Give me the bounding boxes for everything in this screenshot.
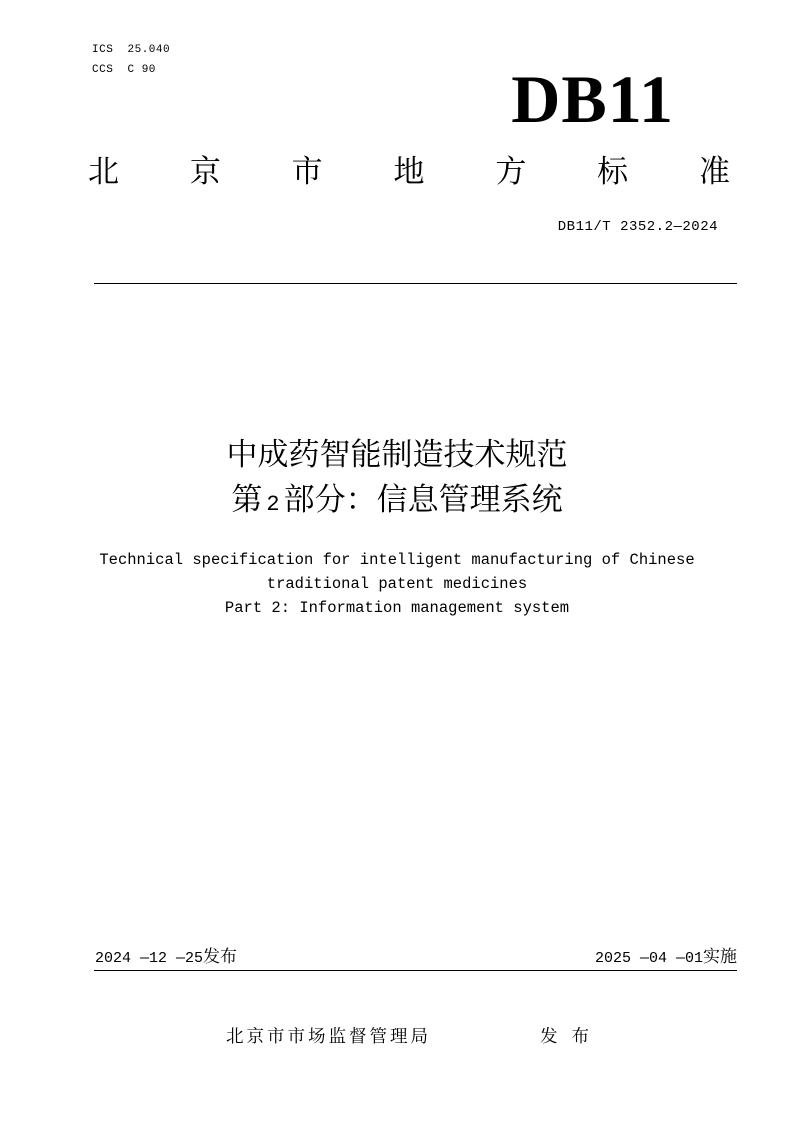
standard-type-char: 准 bbox=[698, 154, 730, 190]
title-zh-part-rest: 部分：信息管理系统 bbox=[283, 482, 563, 518]
standard-type-char: 北 bbox=[88, 154, 119, 190]
title-zh-line2 bbox=[0, 478, 794, 527]
db11-logo: DB11 bbox=[511, 61, 674, 137]
ics-code: ICS 25.040 bbox=[92, 44, 171, 56]
standard-type-char: 标 bbox=[597, 154, 629, 190]
ccs-code: CCS C 90 bbox=[92, 64, 156, 76]
implement-date: 2025 —04 —01 bbox=[594, 950, 703, 967]
issue-date-row bbox=[95, 947, 237, 969]
standard-type-char: 京 bbox=[189, 154, 221, 190]
implement-label: 实施 bbox=[703, 947, 737, 967]
publisher-action: 发布 bbox=[540, 1027, 603, 1047]
implement-date-row bbox=[595, 947, 737, 969]
title-en-line3: Part 2: Information management system bbox=[224, 599, 570, 617]
classification-codes bbox=[92, 40, 170, 80]
standard-type-char: 方 bbox=[495, 154, 527, 190]
bottom-divider bbox=[94, 970, 737, 971]
title-en-line2: traditional patent medicines bbox=[266, 575, 528, 593]
top-divider bbox=[94, 283, 737, 284]
standard-code: DB11/T 2352.2—2024 bbox=[557, 219, 718, 235]
standard-type-char: 地 bbox=[393, 154, 425, 190]
issue-date: 2024 —12 —25 bbox=[95, 950, 204, 967]
publisher-name: 北京市市场监督管理局 bbox=[226, 1027, 431, 1047]
title-zh-part-prefix: 第 bbox=[231, 482, 263, 518]
title-zh-line1: 中成药智能制造技术规范 bbox=[226, 437, 568, 473]
issue-label: 发布 bbox=[203, 947, 238, 967]
standard-type-char: 市 bbox=[291, 154, 323, 190]
title-en-line1: Technical specification for intelligent manufacturing of Chinese bbox=[99, 551, 695, 569]
title-zh-part-number: 2 bbox=[266, 492, 280, 517]
standard-type-heading bbox=[88, 152, 730, 192]
